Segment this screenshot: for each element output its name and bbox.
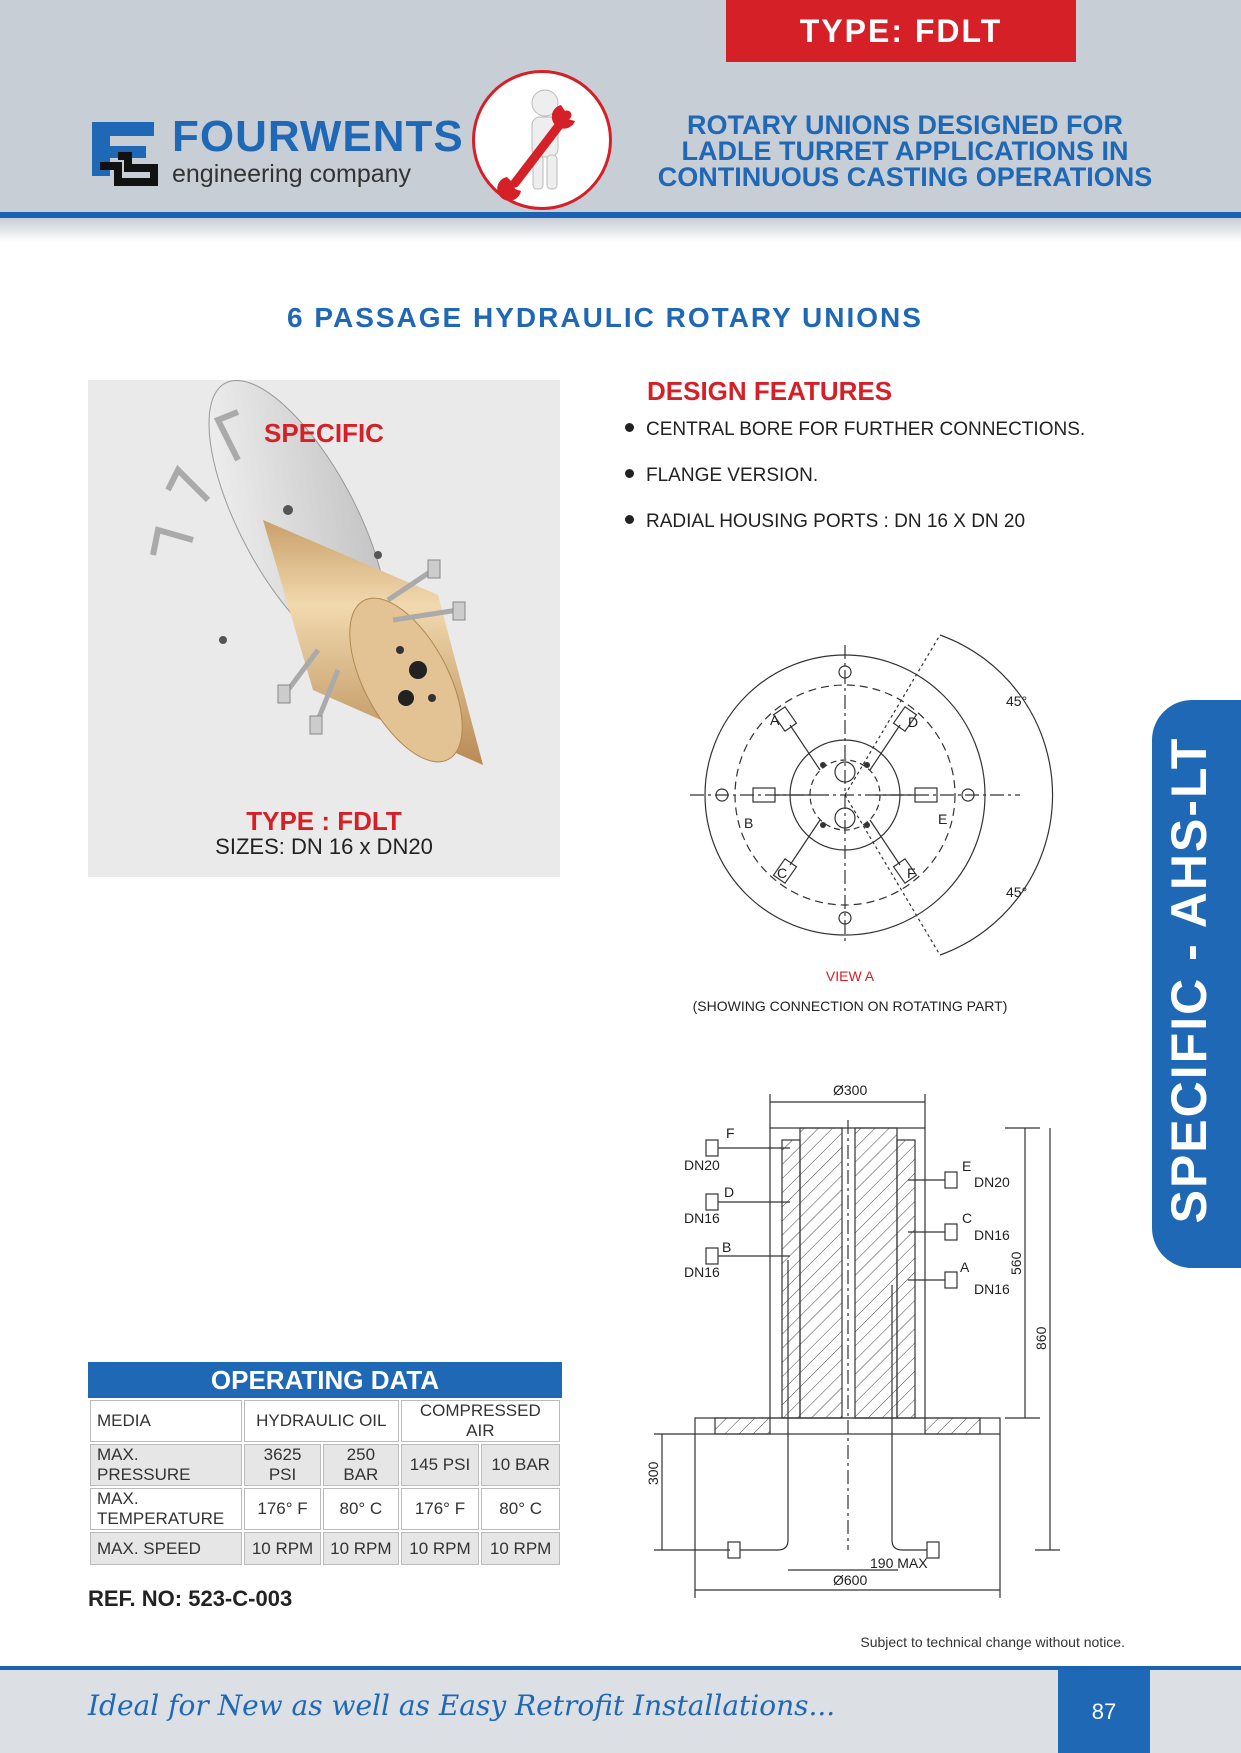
feature-item bbox=[625, 511, 1025, 533]
type-tab: TYPE: FDLT bbox=[726, 0, 1076, 62]
page-title: 6 PASSAGE HYDRAULIC ROTARY UNIONS bbox=[287, 302, 923, 333]
dim-190-max: 190 MAX bbox=[870, 1555, 928, 1571]
dim-860: 860 bbox=[1033, 1326, 1049, 1350]
port-label-e: E bbox=[938, 811, 948, 827]
right-port-letter: A bbox=[960, 1259, 970, 1275]
operating-data-table bbox=[88, 1398, 562, 1567]
left-port-letter: F bbox=[726, 1125, 735, 1141]
view-a-note: (SHOWING CONNECTION ON ROTATING PART) bbox=[692, 998, 1008, 1014]
view-a-drawing bbox=[670, 625, 1070, 970]
right-port-letter: E bbox=[962, 1158, 972, 1174]
product-label: SPECIFIC bbox=[264, 418, 384, 448]
side-tab-label: SPECIFIC - AHS-LT bbox=[1161, 736, 1217, 1224]
table-cell: 10 RPM bbox=[481, 1532, 560, 1565]
port-label-c: C bbox=[777, 865, 788, 881]
page-number: 87 bbox=[1058, 1670, 1150, 1753]
header-tagline bbox=[620, 112, 1190, 190]
port-label-d: D bbox=[908, 714, 919, 730]
reference-number: REF. NO: 523-C-003 bbox=[88, 1586, 293, 1611]
operating-data-title: OPERATING DATA bbox=[88, 1362, 562, 1398]
dim-300: 300 bbox=[645, 1461, 661, 1485]
product-image-panel bbox=[88, 380, 560, 877]
dim-diameter-bottom: Ø600 bbox=[833, 1572, 868, 1588]
media-label: MEDIA bbox=[90, 1400, 242, 1442]
tagline-line-1: ROTARY UNIONS DESIGNED FOR bbox=[686, 110, 1124, 140]
bullet-icon bbox=[625, 423, 634, 432]
dim-560: 560 bbox=[1008, 1251, 1024, 1275]
header-shadow bbox=[0, 218, 1241, 242]
table-cell: 80° C bbox=[481, 1488, 560, 1530]
left-port-letter: B bbox=[722, 1239, 732, 1255]
left-port-size: DN20 bbox=[684, 1157, 720, 1173]
product-sizes: SIZES: DN 16 x DN20 bbox=[215, 834, 433, 859]
right-port-letter: C bbox=[962, 1210, 973, 1226]
table-cell: 10 RPM bbox=[323, 1532, 399, 1565]
fourwents-logo-icon bbox=[88, 116, 158, 186]
feature-text: CENTRAL BORE FOR FURTHER CONNECTIONS. bbox=[646, 419, 1086, 440]
left-port-letter: D bbox=[724, 1184, 735, 1200]
feature-text: RADIAL HOUSING PORTS : DN 16 X DN 20 bbox=[646, 511, 1026, 532]
table-cell: 176° F bbox=[401, 1488, 480, 1530]
media-hydraulic: HYDRAULIC OIL bbox=[244, 1400, 399, 1442]
table-row bbox=[90, 1400, 560, 1442]
view-a-caption: VIEW A bbox=[825, 968, 875, 984]
port-label-f: F bbox=[907, 865, 916, 881]
dim-diameter-top: Ø300 bbox=[833, 1082, 868, 1098]
table-cell: 176° F bbox=[244, 1488, 321, 1530]
footer-slogan: Ideal for New as well as Easy Retrofit Installations... bbox=[88, 1689, 836, 1722]
bullet-icon bbox=[625, 469, 634, 478]
product-type: TYPE : FDLT bbox=[246, 806, 402, 836]
logo-name: FOURWENTS bbox=[172, 112, 464, 161]
row-label: MAX. PRESSURE bbox=[90, 1444, 242, 1486]
port-label-b: B bbox=[744, 815, 754, 831]
right-port-size: DN20 bbox=[974, 1174, 1010, 1190]
left-port-size: DN16 bbox=[684, 1210, 720, 1226]
angle-bottom: 45° bbox=[1006, 884, 1028, 900]
design-features-title: DESIGN FEATURES bbox=[647, 376, 893, 406]
left-port-size: DN16 bbox=[684, 1264, 720, 1280]
right-port-size: DN16 bbox=[974, 1281, 1010, 1297]
table-cell: 80° C bbox=[323, 1488, 399, 1530]
table-cell: 10 BAR bbox=[481, 1444, 560, 1486]
media-air: COMPRESSED AIR bbox=[401, 1400, 560, 1442]
table-row bbox=[90, 1532, 560, 1565]
feature-item bbox=[625, 465, 818, 487]
right-port-size: DN16 bbox=[974, 1227, 1010, 1243]
table-cell: 10 RPM bbox=[244, 1532, 321, 1565]
feature-text: FLANGE VERSION. bbox=[646, 465, 819, 486]
footer-note: Subject to technical change without notice. bbox=[860, 1634, 1125, 1650]
mechanic-wrench-icon bbox=[475, 73, 609, 207]
section-drawing bbox=[640, 1080, 1070, 1600]
bullet-icon bbox=[625, 515, 634, 524]
table-row bbox=[90, 1488, 560, 1530]
row-label: MAX. TEMPERATURE bbox=[90, 1488, 242, 1530]
logo-subtitle: engineering company bbox=[172, 160, 412, 188]
mascot-badge bbox=[472, 70, 612, 210]
row-label: MAX. SPEED bbox=[90, 1532, 242, 1565]
table-cell: 145 PSI bbox=[401, 1444, 480, 1486]
table-cell: 3625 PSI bbox=[244, 1444, 321, 1486]
table-cell: 250 BAR bbox=[323, 1444, 399, 1486]
tagline-line-2: LADLE TURRET APPLICATIONS IN bbox=[681, 136, 1129, 166]
table-row bbox=[90, 1444, 560, 1486]
feature-item bbox=[625, 419, 1085, 441]
port-label-a: A bbox=[770, 712, 780, 728]
angle-top: 45° bbox=[1006, 693, 1028, 709]
rotary-union-illustration bbox=[88, 380, 560, 877]
tagline-line-3: CONTINUOUS CASTING OPERATIONS bbox=[657, 162, 1153, 192]
table-cell: 10 RPM bbox=[401, 1532, 480, 1565]
